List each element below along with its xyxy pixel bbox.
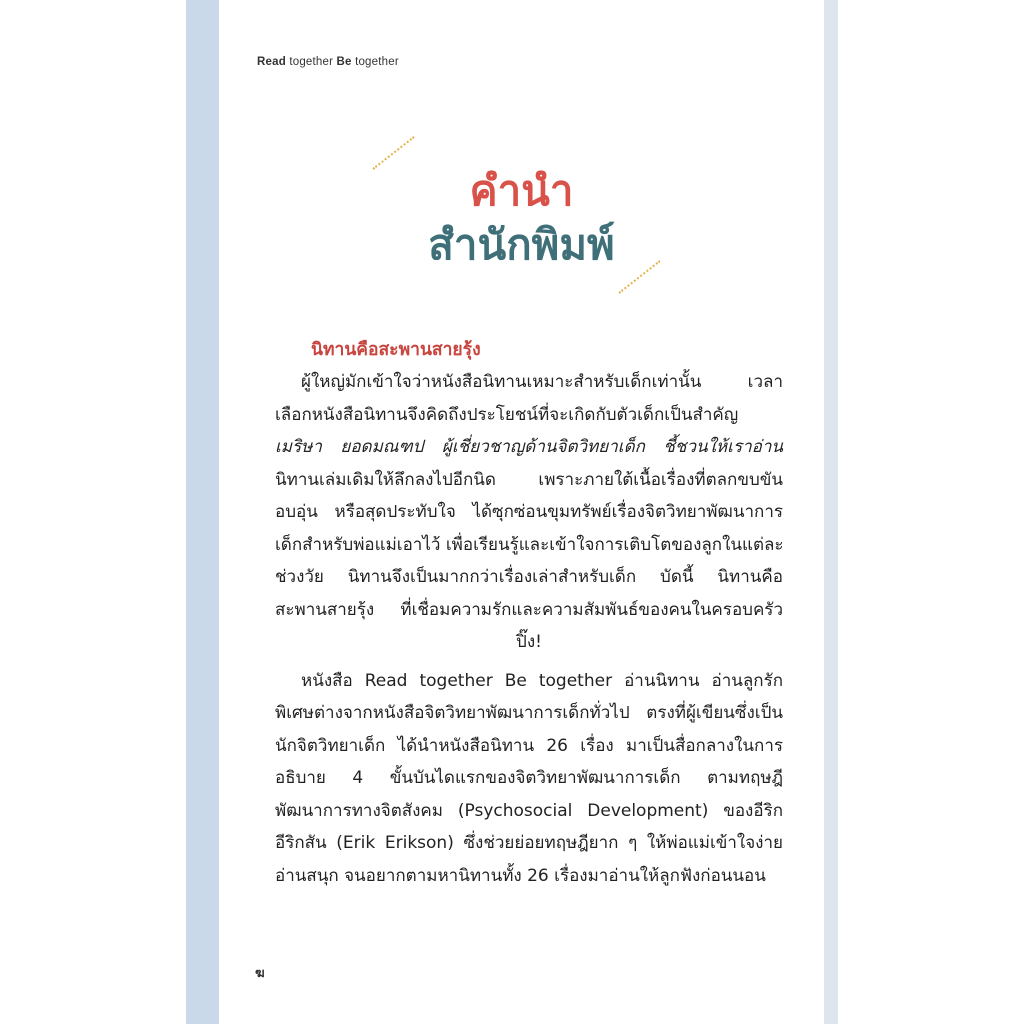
paragraph-1-line: อบอุ่น หรือสุดประทับใจ ได้ซุกซ่อนขุมทรัพย์เรื่องจิตวิทยาพัฒนาการ: [275, 502, 783, 522]
paragraph-2: [275, 665, 783, 893]
paragraph-1: [275, 366, 783, 659]
page-title-line-2: สำนักพิมพ์: [428, 220, 615, 269]
page-number: ฆ: [255, 966, 265, 981]
body-text: [275, 334, 783, 898]
paragraph-2-line: หนังสือ Read together Be together อ่านนิทาน อ่านลูกรัก: [301, 670, 783, 691]
header-word-be: Be: [336, 56, 352, 68]
paragraph-2-line: อีริกสัน (Erik Erikson) ซึ่งช่วยย่อยทฤษฎียาก ๆ ให้พ่อแม่เข้าใจง่าย: [275, 833, 783, 853]
header-word-read: Read: [257, 56, 286, 68]
paragraph-1-line: ช่วงวัย นิทานจึงเป็นมากกว่าเรื่องเล่าสำหรับเด็ก บัดนี้ นิทานคือ: [275, 567, 783, 587]
header-word-together-2: together: [355, 56, 399, 68]
paragraph-2-line: พัฒนาการทางจิตสังคม (Psychosocial Development) ของอีริก: [275, 800, 783, 821]
paragraph-1-line: เลือกหนังสือนิทานจึงคิดถึงประโยชน์ที่จะเกิดกับตัวเด็กเป็นสำคัญ: [275, 404, 739, 425]
paragraph-2-line: พิเศษต่างจากหนังสือจิตวิทยาพัฒนาการเด็กทั่วไป ตรงที่ผู้เขียนซึ่งเป็น: [275, 703, 783, 723]
scan-right-edge: [824, 0, 838, 1024]
header-word-together-1: together: [289, 56, 334, 68]
paragraph-2-line: อ่านสนุก จนอยากตามหานิทานทั้ง 26 เรื่องมาอ่านให้ลูกฟังก่อนนอน: [275, 865, 766, 886]
paragraph-1-line: เด็กสำหรับพ่อแม่เอาไว้ เพื่อเรียนรู้และเข้าใจการเติบโตของลูกในแต่ละ: [275, 534, 784, 555]
paragraph-1-line: สะพานสายรุ้ง ที่เชื่อมความรักและความสัมพันธ์ของคนในครอบครัว: [275, 599, 783, 620]
paragraph-2-line: นักจิตวิทยาเด็ก ได้นำหนังสือนิทาน 26 เรื่อง มาเป็นสื่อกลางในการ: [275, 735, 783, 756]
paragraph-1-line: เมริษา ยอดมณฑป ผู้เชี่ยวชาญด้านจิตวิทยาเด็ก ชี้ชวนให้เราอ่าน: [275, 437, 783, 457]
paragraph-2-line: อธิบาย 4 ขั้นบันไดแรกของจิตวิทยาพัฒนาการเด็ก ตามทฤษฎี: [275, 768, 783, 788]
book-page: [219, 0, 824, 1024]
section-subheading: นิทานคือสะพานสายรุ้ง: [311, 340, 481, 360]
paragraph-1-line: ปิ๊ง!: [516, 632, 542, 652]
running-header: [257, 56, 399, 68]
page-title-line-1: คำนำ: [469, 166, 574, 215]
paragraph-1-line: นิทานเล่มเดิมให้ลึกลงไปอีกนิด เพราะภายใต้เนื้อเรื่องที่ตลกขบขัน: [275, 469, 783, 490]
paragraph-1-line: ผู้ใหญ่มักเข้าใจว่าหนังสือนิทานเหมาะสำหรับเด็กเท่านั้น เวลา: [301, 372, 783, 392]
